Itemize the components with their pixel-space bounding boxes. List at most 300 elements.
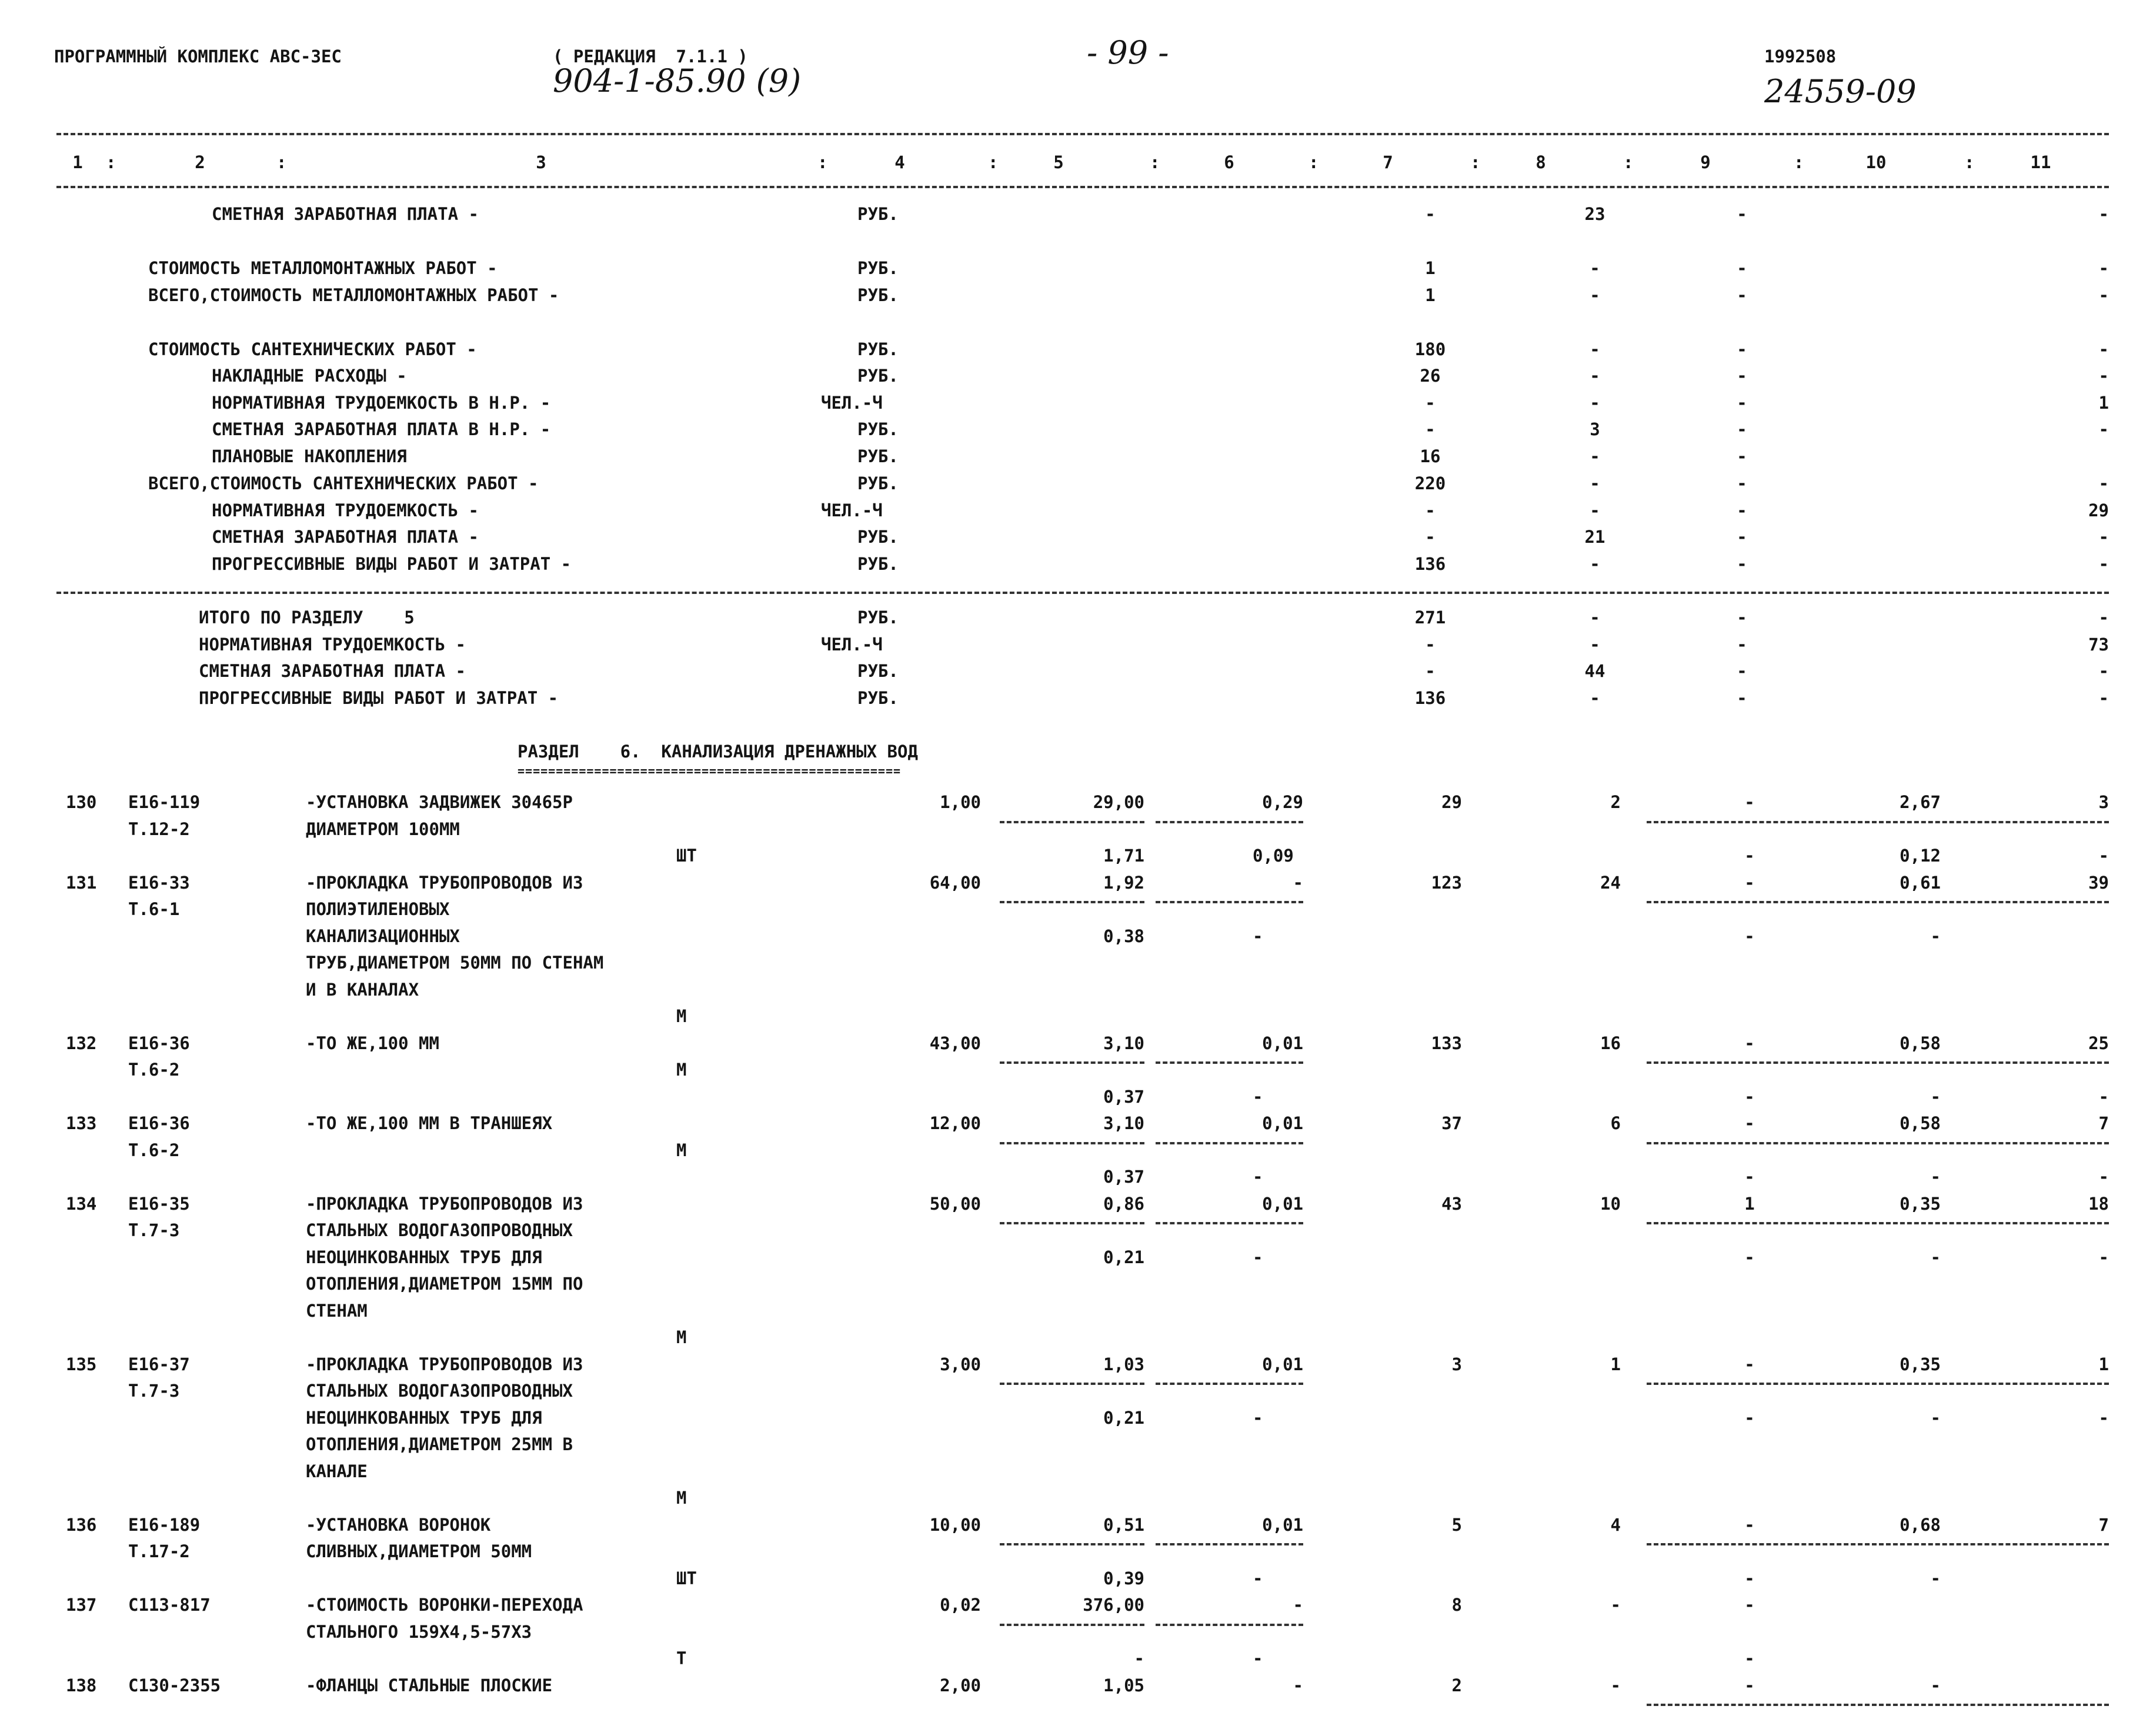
item-description: -ТО ЖЕ,100 ММ bbox=[306, 1033, 439, 1053]
item-number: 130 bbox=[66, 792, 97, 812]
item-value-rule bbox=[1000, 1061, 1144, 1064]
item-labor-sub: - bbox=[1930, 1086, 1941, 1107]
item-price-machine: - bbox=[1293, 872, 1303, 893]
item-total: 37 bbox=[1441, 1113, 1462, 1133]
item-labor-rule bbox=[1647, 1142, 2109, 1144]
column-separator: : bbox=[1470, 152, 1481, 172]
item-number: 133 bbox=[66, 1113, 97, 1133]
item-unit: М bbox=[676, 1006, 687, 1026]
item-labor-rule bbox=[1647, 821, 2109, 823]
item-machine-wages: - bbox=[1253, 1167, 1263, 1187]
item-code: Е16-119 bbox=[128, 792, 201, 812]
column-header-10: 10 bbox=[1865, 152, 1887, 172]
item-machine-wages: - bbox=[1253, 1648, 1263, 1668]
item-value-rule bbox=[1156, 1624, 1303, 1626]
summary-col8: 3 bbox=[1590, 419, 1600, 439]
summary-col11: - bbox=[2098, 339, 2109, 359]
item-labor-unit: 0,35 bbox=[1900, 1193, 1941, 1214]
item-labor-unit: 0,58 bbox=[1900, 1113, 1941, 1133]
item-description: -ПРОКЛАДКА ТРУБОПРОВОДОВ ИЗ bbox=[306, 872, 583, 893]
item-unit: М bbox=[676, 1488, 687, 1508]
summary-col8: - bbox=[1590, 473, 1600, 493]
column-header-5: 5 bbox=[1053, 152, 1064, 172]
item-value-rule bbox=[1156, 1142, 1303, 1144]
item-description: ДИАМЕТРОМ 100ММ bbox=[306, 819, 460, 839]
item-quantity: 3,00 bbox=[940, 1354, 981, 1374]
item-labor-total-sub: - bbox=[2098, 846, 2109, 866]
item-labor-total-sub: - bbox=[2098, 1247, 2109, 1267]
summary-col7: - bbox=[1425, 635, 1436, 655]
item-reference: Т.12-2 bbox=[128, 819, 190, 839]
summary-label: НОРМАТИВНАЯ ТРУДОЕМКОСТЬ - bbox=[199, 635, 466, 655]
summary-unit: РУБ. bbox=[857, 446, 899, 466]
item-wages: - bbox=[1610, 1595, 1621, 1615]
summary-label: ИТОГО ПО РАЗДЕЛУ 5 bbox=[199, 607, 415, 627]
summary-col11: - bbox=[2098, 527, 2109, 547]
summary-col9: - bbox=[1737, 635, 1747, 655]
item-price-machine: - bbox=[1293, 1675, 1303, 1695]
archive-code: 1992508 bbox=[1764, 46, 1837, 66]
summary-col7: - bbox=[1425, 500, 1436, 520]
summary-col11: - bbox=[2098, 688, 2109, 708]
item-col9-sub: - bbox=[1744, 926, 1755, 946]
summary-col11: - bbox=[2098, 607, 2109, 627]
column-separator: : bbox=[1309, 152, 1319, 172]
summary-col11: 29 bbox=[2088, 500, 2109, 520]
column-separator: : bbox=[1150, 152, 1160, 172]
item-quantity: 43,00 bbox=[929, 1033, 981, 1053]
item-unit-price-wages: 0,21 bbox=[1103, 1247, 1144, 1267]
column-header-8: 8 bbox=[1536, 152, 1546, 172]
summary-unit: ЧЕЛ.-Ч bbox=[821, 500, 883, 520]
summary-col8: - bbox=[1590, 635, 1600, 655]
summary-label: ПРОГРЕССИВНЫЕ ВИДЫ РАБОТ И ЗАТРАТ - bbox=[199, 688, 559, 708]
item-description: СТАЛЬНЫХ ВОДОГАЗОПРОВОДНЫХ bbox=[306, 1220, 573, 1240]
item-quantity: 0,02 bbox=[940, 1595, 981, 1615]
item-total: 123 bbox=[1431, 872, 1462, 893]
summary-label: НОРМАТИВНАЯ ТРУДОЕМКОСТЬ - bbox=[212, 500, 479, 520]
summary-col7: - bbox=[1425, 661, 1436, 681]
item-description: НЕОЦИНКОВАННЫХ ТРУБ ДЛЯ bbox=[306, 1247, 542, 1267]
item-labor-total: 7 bbox=[2098, 1113, 2109, 1133]
item-code: Е16-189 bbox=[128, 1514, 201, 1535]
summary-col8: - bbox=[1590, 339, 1600, 359]
column-separator: : bbox=[106, 152, 116, 172]
summary-col11: - bbox=[2098, 204, 2109, 224]
item-value-rule bbox=[1000, 1142, 1144, 1144]
summary-col8: - bbox=[1590, 688, 1600, 708]
item-labor-sub: - bbox=[1930, 1167, 1941, 1187]
item-description: -ПРОКЛАДКА ТРУБОПРОВОДОВ ИЗ bbox=[306, 1193, 583, 1214]
summary-col11: - bbox=[2098, 661, 2109, 681]
section-underline: ================================================== bbox=[518, 764, 902, 778]
item-code: Е16-37 bbox=[128, 1354, 190, 1374]
item-unit-price: 1,05 bbox=[1103, 1675, 1144, 1695]
item-unit-price: 1,92 bbox=[1103, 872, 1144, 893]
item-unit: М bbox=[676, 1140, 687, 1160]
summary-col7: 220 bbox=[1414, 473, 1446, 493]
section-total-rule bbox=[56, 592, 2109, 594]
item-labor-total: 3 bbox=[2098, 792, 2109, 812]
summary-label: СМЕТНАЯ ЗАРАБОТНАЯ ПЛАТА - bbox=[212, 204, 479, 224]
summary-col9: - bbox=[1737, 554, 1747, 574]
summary-col9: - bbox=[1737, 339, 1747, 359]
item-unit: М bbox=[676, 1327, 687, 1347]
summary-col7: - bbox=[1425, 527, 1436, 547]
summary-col11: - bbox=[2098, 473, 2109, 493]
item-labor-unit: 0,68 bbox=[1900, 1514, 1941, 1535]
page-number: - 99 - bbox=[1087, 34, 1169, 71]
item-col9: - bbox=[1744, 1514, 1755, 1535]
header-bottom-rule bbox=[56, 186, 2109, 188]
item-code: С130-2355 bbox=[128, 1675, 221, 1695]
section-title: РАЗДЕЛ 6. КАНАЛИЗАЦИЯ ДРЕНАЖНЫХ ВОД bbox=[518, 742, 918, 762]
column-header-4: 4 bbox=[894, 152, 905, 172]
item-value-rule bbox=[1000, 1624, 1144, 1626]
item-code: Е16-36 bbox=[128, 1033, 190, 1053]
item-unit-price-wages: 0,21 bbox=[1103, 1407, 1144, 1428]
item-total: 133 bbox=[1431, 1033, 1462, 1053]
item-quantity: 10,00 bbox=[929, 1514, 981, 1535]
item-value-rule bbox=[1156, 1383, 1303, 1385]
item-wages: 16 bbox=[1600, 1033, 1621, 1053]
summary-col8: - bbox=[1590, 500, 1600, 520]
item-unit-price: 3,10 bbox=[1103, 1113, 1144, 1133]
summary-col8: - bbox=[1590, 393, 1600, 413]
item-labor-unit: 0,61 bbox=[1900, 872, 1941, 893]
summary-label: НОРМАТИВНАЯ ТРУДОЕМКОСТЬ В Н.Р. - bbox=[212, 393, 551, 413]
summary-col7: - bbox=[1425, 419, 1436, 439]
item-labor-sub: - bbox=[1930, 1568, 1941, 1588]
item-description: -УСТАНОВКА ЗАДВИЖЕК 30465Р bbox=[306, 792, 573, 812]
summary-col9: - bbox=[1737, 473, 1747, 493]
item-number: 138 bbox=[66, 1675, 97, 1695]
item-unit: М bbox=[676, 1060, 687, 1080]
item-total: 8 bbox=[1451, 1595, 1462, 1615]
item-unit-price: 376,00 bbox=[1083, 1595, 1144, 1615]
item-price-machine: 0,01 bbox=[1262, 1113, 1303, 1133]
item-number: 132 bbox=[66, 1033, 97, 1053]
item-labor-sub: - bbox=[1930, 1247, 1941, 1267]
column-header-2: 2 bbox=[195, 152, 205, 172]
item-description: -ТО ЖЕ,100 ММ В ТРАНШЕЯХ bbox=[306, 1113, 553, 1133]
item-description: ОТОПЛЕНИЯ,ДИАМЕТРОМ 25ММ В bbox=[306, 1434, 573, 1454]
column-separator: : bbox=[1794, 152, 1804, 172]
column-header-1: 1 bbox=[72, 152, 83, 172]
item-quantity: 2,00 bbox=[940, 1675, 981, 1695]
item-reference: Т.6-1 bbox=[128, 899, 180, 919]
item-unit-price: 0,86 bbox=[1103, 1193, 1144, 1214]
item-unit-price: 1,03 bbox=[1103, 1354, 1144, 1374]
item-value-rule bbox=[1000, 1543, 1144, 1545]
item-code: Е16-36 bbox=[128, 1113, 190, 1133]
summary-col7: 16 bbox=[1420, 446, 1441, 466]
summary-col9: - bbox=[1737, 446, 1747, 466]
item-total: 29 bbox=[1441, 792, 1462, 812]
summary-col11: - bbox=[2098, 554, 2109, 574]
summary-label: СТОИМОСТЬ САНТЕХНИЧЕСКИХ РАБОТ - bbox=[148, 339, 477, 359]
item-unit-price-wages: 1,71 bbox=[1103, 846, 1144, 866]
summary-col9: - bbox=[1737, 500, 1747, 520]
summary-unit: РУБ. bbox=[857, 527, 899, 547]
item-description: -ПРОКЛАДКА ТРУБОПРОВОДОВ ИЗ bbox=[306, 1354, 583, 1374]
summary-col9: - bbox=[1737, 607, 1747, 627]
summary-col11: 1 bbox=[2098, 393, 2109, 413]
program-name: ПРОГРАММНЫЙ КОМПЛЕКС АВС-3ЕС bbox=[54, 46, 342, 66]
item-code: С113-817 bbox=[128, 1595, 211, 1615]
item-quantity: 12,00 bbox=[929, 1113, 981, 1133]
item-price-machine: 0,01 bbox=[1262, 1354, 1303, 1374]
item-labor-rule bbox=[1647, 1061, 2109, 1064]
summary-col9: - bbox=[1737, 258, 1747, 278]
item-value-rule bbox=[1156, 901, 1303, 903]
item-labor-rule bbox=[1647, 1704, 2109, 1706]
summary-col8: 21 bbox=[1584, 527, 1605, 547]
item-wages: 1 bbox=[1610, 1354, 1621, 1374]
item-col9-sub: - bbox=[1744, 1407, 1755, 1428]
item-value-rule bbox=[1000, 1222, 1144, 1224]
item-total: 5 bbox=[1451, 1514, 1462, 1535]
summary-col7: 271 bbox=[1414, 607, 1446, 627]
summary-col7: 1 bbox=[1425, 285, 1436, 305]
item-col9: - bbox=[1744, 872, 1755, 893]
item-quantity: 50,00 bbox=[929, 1193, 981, 1214]
item-col9-sub: - bbox=[1744, 1568, 1755, 1588]
item-labor-sub: - bbox=[1930, 1407, 1941, 1428]
summary-col7: 1 bbox=[1425, 258, 1436, 278]
item-labor-total-sub: - bbox=[2098, 1407, 2109, 1428]
item-value-rule bbox=[1000, 901, 1144, 903]
summary-label: СМЕТНАЯ ЗАРАБОТНАЯ ПЛАТА - bbox=[199, 661, 466, 681]
item-labor-total-sub: - bbox=[2098, 1167, 2109, 1187]
summary-col9: - bbox=[1737, 366, 1747, 386]
item-labor-sub: 0,12 bbox=[1900, 846, 1941, 866]
item-unit-price: 3,10 bbox=[1103, 1033, 1144, 1053]
item-unit: ШТ bbox=[676, 846, 697, 866]
item-description: СЛИВНЫХ,ДИАМЕТРОМ 50ММ bbox=[306, 1541, 532, 1561]
summary-unit: РУБ. bbox=[857, 473, 899, 493]
summary-col7: 136 bbox=[1414, 554, 1446, 574]
item-description: КАНАЛИЗАЦИОННЫХ bbox=[306, 926, 460, 946]
summary-col9: - bbox=[1737, 285, 1747, 305]
summary-col11: - bbox=[2098, 366, 2109, 386]
summary-label: СМЕТНАЯ ЗАРАБОТНАЯ ПЛАТА В Н.Р. - bbox=[212, 419, 551, 439]
item-unit-price-wages: - bbox=[1134, 1648, 1144, 1668]
item-price-machine: 0,29 bbox=[1262, 792, 1303, 812]
item-machine-wages: - bbox=[1253, 926, 1263, 946]
item-wages: 10 bbox=[1600, 1193, 1621, 1214]
summary-col8: - bbox=[1590, 607, 1600, 627]
item-labor-rule bbox=[1647, 1383, 2109, 1385]
item-value-rule bbox=[1156, 1222, 1303, 1224]
item-col9: - bbox=[1744, 1033, 1755, 1053]
item-machine-wages: - bbox=[1253, 1568, 1263, 1588]
item-labor-total: 39 bbox=[2088, 872, 2109, 893]
item-description: -СТОИМОСТЬ ВОРОНКИ-ПЕРЕХОДА bbox=[306, 1595, 583, 1615]
summary-unit: РУБ. bbox=[857, 688, 899, 708]
summary-col9: - bbox=[1737, 688, 1747, 708]
item-reference: Т.17-2 bbox=[128, 1541, 190, 1561]
item-number: 135 bbox=[66, 1354, 97, 1374]
item-description: СТАЛЬНЫХ ВОДОГАЗОПРОВОДНЫХ bbox=[306, 1381, 573, 1401]
item-code: Е16-33 bbox=[128, 872, 190, 893]
summary-label: СТОИМОСТЬ МЕТАЛЛОМОНТАЖНЫХ РАБОТ - bbox=[148, 258, 498, 278]
summary-unit: РУБ. bbox=[857, 285, 899, 305]
item-value-rule bbox=[1156, 1543, 1303, 1545]
item-machine-wages: 0,09 bbox=[1253, 846, 1294, 866]
item-description: СТЕНАМ bbox=[306, 1300, 368, 1321]
column-header-11: 11 bbox=[2030, 152, 2051, 172]
summary-unit: РУБ. bbox=[857, 607, 899, 627]
item-labor-unit: - bbox=[1930, 1675, 1941, 1695]
item-total: 3 bbox=[1451, 1354, 1462, 1374]
item-wages: 4 bbox=[1610, 1514, 1621, 1535]
item-reference: Т.6-2 bbox=[128, 1060, 180, 1080]
item-unit-price: 0,51 bbox=[1103, 1514, 1144, 1535]
summary-col8: - bbox=[1590, 258, 1600, 278]
item-number: 136 bbox=[66, 1514, 97, 1535]
item-col9-sub: - bbox=[1744, 1086, 1755, 1107]
summary-col11: - bbox=[2098, 285, 2109, 305]
summary-col7: - bbox=[1425, 393, 1436, 413]
summary-label: ВСЕГО,СТОИМОСТЬ МЕТАЛЛОМОНТАЖНЫХ РАБОТ - bbox=[148, 285, 559, 305]
item-unit-price-wages: 0,39 bbox=[1103, 1568, 1144, 1588]
item-price-machine: 0,01 bbox=[1262, 1033, 1303, 1053]
summary-unit: РУБ. bbox=[857, 661, 899, 681]
summary-col8: - bbox=[1590, 366, 1600, 386]
summary-label: ПРОГРЕССИВНЫЕ ВИДЫ РАБОТ И ЗАТРАТ - bbox=[212, 554, 572, 574]
item-col9: - bbox=[1744, 1595, 1755, 1615]
summary-col7: 136 bbox=[1414, 688, 1446, 708]
item-price-machine: 0,01 bbox=[1262, 1193, 1303, 1214]
item-description: -ФЛАНЦЫ СТАЛЬНЫЕ ПЛОСКИЕ bbox=[306, 1675, 553, 1695]
summary-unit: ЧЕЛ.-Ч bbox=[821, 393, 883, 413]
item-labor-rule bbox=[1647, 1222, 2109, 1224]
item-col9-sub: - bbox=[1744, 1247, 1755, 1267]
column-separator: : bbox=[1964, 152, 1975, 172]
summary-unit: РУБ. bbox=[857, 204, 899, 224]
column-separator: : bbox=[276, 152, 287, 172]
item-total: 43 bbox=[1441, 1193, 1462, 1214]
edition-label: ( РЕДАКЦИЯ 7.1.1 ) bbox=[553, 46, 748, 66]
item-value-rule bbox=[1156, 1061, 1303, 1064]
summary-col11: 73 bbox=[2088, 635, 2109, 655]
summary-unit: РУБ. bbox=[857, 366, 899, 386]
item-total: 2 bbox=[1451, 1675, 1462, 1695]
item-description: ПОЛИЭТИЛЕНОВЫХ bbox=[306, 899, 450, 919]
item-machine-wages: - bbox=[1253, 1086, 1263, 1107]
item-col9: - bbox=[1744, 1113, 1755, 1133]
item-unit-price-wages: 0,37 bbox=[1103, 1167, 1144, 1187]
item-labor-total: 18 bbox=[2088, 1193, 2109, 1214]
summary-col8: - bbox=[1590, 446, 1600, 466]
summary-col8: - bbox=[1590, 285, 1600, 305]
summary-col9: - bbox=[1737, 527, 1747, 547]
item-unit: Т bbox=[676, 1648, 687, 1668]
item-reference: Т.7-3 bbox=[128, 1220, 180, 1240]
item-description: И В КАНАЛАХ bbox=[306, 979, 419, 1000]
item-labor-unit: 0,35 bbox=[1900, 1354, 1941, 1374]
column-separator: : bbox=[1623, 152, 1634, 172]
item-value-rule bbox=[1000, 821, 1144, 823]
item-col9: 1 bbox=[1744, 1193, 1755, 1214]
column-separator: : bbox=[817, 152, 828, 172]
summary-label: НАКЛАДНЫЕ РАСХОДЫ - bbox=[212, 366, 407, 386]
item-machine-wages: - bbox=[1253, 1247, 1263, 1267]
item-col9: - bbox=[1744, 1675, 1755, 1695]
header-top-rule bbox=[56, 133, 2109, 135]
summary-col9: - bbox=[1737, 204, 1747, 224]
item-labor-total: 1 bbox=[2098, 1354, 2109, 1374]
item-unit-price: 29,00 bbox=[1093, 792, 1144, 812]
item-labor-rule bbox=[1647, 1543, 2109, 1545]
item-reference: Т.7-3 bbox=[128, 1381, 180, 1401]
summary-label: ПЛАНОВЫЕ НАКОПЛЕНИЯ bbox=[212, 446, 407, 466]
item-col9: - bbox=[1744, 1354, 1755, 1374]
item-description: НЕОЦИНКОВАННЫХ ТРУБ ДЛЯ bbox=[306, 1407, 542, 1428]
item-description: ТРУБ,ДИАМЕТРОМ 50ММ ПО СТЕНАМ bbox=[306, 953, 604, 973]
item-value-rule bbox=[1156, 821, 1303, 823]
item-description: КАНАЛЕ bbox=[306, 1461, 368, 1481]
item-unit-price-wages: 0,38 bbox=[1103, 926, 1144, 946]
summary-unit: РУБ. bbox=[857, 419, 899, 439]
summary-label: ВСЕГО,СТОИМОСТЬ САНТЕХНИЧЕСКИХ РАБОТ - bbox=[148, 473, 539, 493]
item-price-machine: 0,01 bbox=[1262, 1514, 1303, 1535]
summary-col9: - bbox=[1737, 393, 1747, 413]
item-quantity: 64,00 bbox=[929, 872, 981, 893]
summary-col9: - bbox=[1737, 419, 1747, 439]
item-col9: - bbox=[1744, 792, 1755, 812]
item-wages: 6 bbox=[1610, 1113, 1621, 1133]
summary-col7: - bbox=[1425, 204, 1436, 224]
summary-col11: - bbox=[2098, 258, 2109, 278]
item-labor-sub: - bbox=[1930, 926, 1941, 946]
summary-unit: РУБ. bbox=[857, 554, 899, 574]
item-unit: ШТ bbox=[676, 1568, 697, 1588]
item-labor-unit: 2,67 bbox=[1900, 792, 1941, 812]
item-description: -УСТАНОВКА ВОРОНОК bbox=[306, 1514, 491, 1535]
item-number: 134 bbox=[66, 1193, 97, 1214]
summary-col8: 23 bbox=[1584, 204, 1605, 224]
summary-unit: ЧЕЛ.-Ч bbox=[821, 635, 883, 655]
summary-label: СМЕТНАЯ ЗАРАБОТНАЯ ПЛАТА - bbox=[212, 527, 479, 547]
summary-col7: 180 bbox=[1414, 339, 1446, 359]
column-header-3: 3 bbox=[536, 152, 546, 172]
summary-col8: 44 bbox=[1584, 661, 1605, 681]
summary-col7: 26 bbox=[1420, 366, 1441, 386]
column-separator: : bbox=[988, 152, 999, 172]
item-wages: - bbox=[1610, 1675, 1621, 1695]
item-labor-unit: 0,58 bbox=[1900, 1033, 1941, 1053]
item-wages: 2 bbox=[1610, 792, 1621, 812]
item-value-rule bbox=[1000, 1383, 1144, 1385]
item-labor-total: 25 bbox=[2088, 1033, 2109, 1053]
summary-unit: РУБ. bbox=[857, 258, 899, 278]
item-col9-sub: - bbox=[1744, 846, 1755, 866]
column-header-9: 9 bbox=[1700, 152, 1711, 172]
item-col9-sub: - bbox=[1744, 1167, 1755, 1187]
item-col9-sub: - bbox=[1744, 1648, 1755, 1668]
column-header-7: 7 bbox=[1383, 152, 1393, 172]
item-quantity: 1,00 bbox=[940, 792, 981, 812]
summary-col8: - bbox=[1590, 554, 1600, 574]
summary-unit: РУБ. bbox=[857, 339, 899, 359]
column-header-6: 6 bbox=[1224, 152, 1234, 172]
item-machine-wages: - bbox=[1253, 1407, 1263, 1428]
registration-number: 24559-09 bbox=[1764, 73, 1917, 110]
item-labor-total-sub: - bbox=[2098, 1086, 2109, 1107]
item-number: 137 bbox=[66, 1595, 97, 1615]
